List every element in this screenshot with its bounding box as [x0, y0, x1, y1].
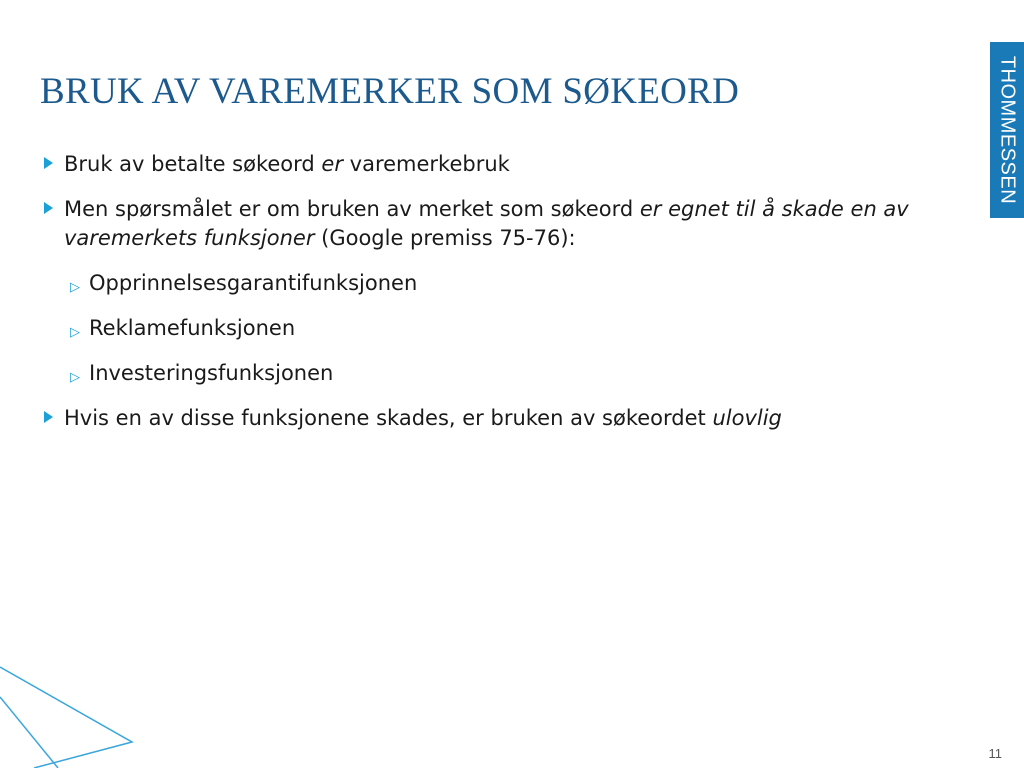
logo-text: THOMMESSEN: [996, 55, 1019, 205]
bullet-italic-text: er: [321, 152, 343, 176]
bullet-text: Bruk av betalte søkeord: [64, 152, 322, 176]
sub-bullet-triangle-icon: ▷: [70, 325, 80, 340]
bullet-triangle-icon: [44, 411, 53, 423]
sub-bullet-triangle-icon: ▷: [70, 370, 80, 385]
slide-title: BRUK AV VAREMERKER SOM SØKEORD: [40, 71, 740, 112]
bullet-text: Men spørsmålet er om bruken av merket som søkeord: [64, 197, 640, 221]
bullet-italic-text: ulovlig: [712, 406, 782, 430]
bullet-text: (Google premiss 75-76):: [314, 226, 576, 250]
sub-bullet-item: [40, 269, 960, 298]
bullet-triangle-icon: [44, 157, 53, 169]
bullet-text: Hvis en av disse funksjonene skades, er bruken av søkeordet: [64, 406, 713, 430]
bullet-item: [40, 195, 960, 253]
corner-line: [0, 697, 58, 768]
sub-bullet-item: [40, 314, 960, 343]
corner-line: [0, 667, 132, 768]
slide-content: [40, 150, 960, 449]
sub-bullet-item: [40, 359, 960, 388]
thommessen-logo: [990, 42, 1024, 218]
sub-bullet-text: Opprinnelsesgarantifunksjonen: [89, 271, 418, 295]
bullet-item: [40, 404, 960, 433]
sub-bullet-text: Investeringsfunksjonen: [89, 361, 334, 385]
bullet-italic-text: er egnet til å skade en av varemerkets funksjoner: [64, 197, 909, 250]
sub-bullet-text: Reklamefunksjonen: [89, 316, 296, 340]
bullet-triangle-icon: [44, 202, 53, 214]
page-number: 11: [988, 746, 1002, 761]
bullet-text: varemerkebruk: [342, 152, 510, 176]
decorative-corner-lines: [0, 655, 140, 768]
sub-bullet-triangle-icon: ▷: [70, 280, 80, 295]
bullet-item: [40, 150, 960, 179]
